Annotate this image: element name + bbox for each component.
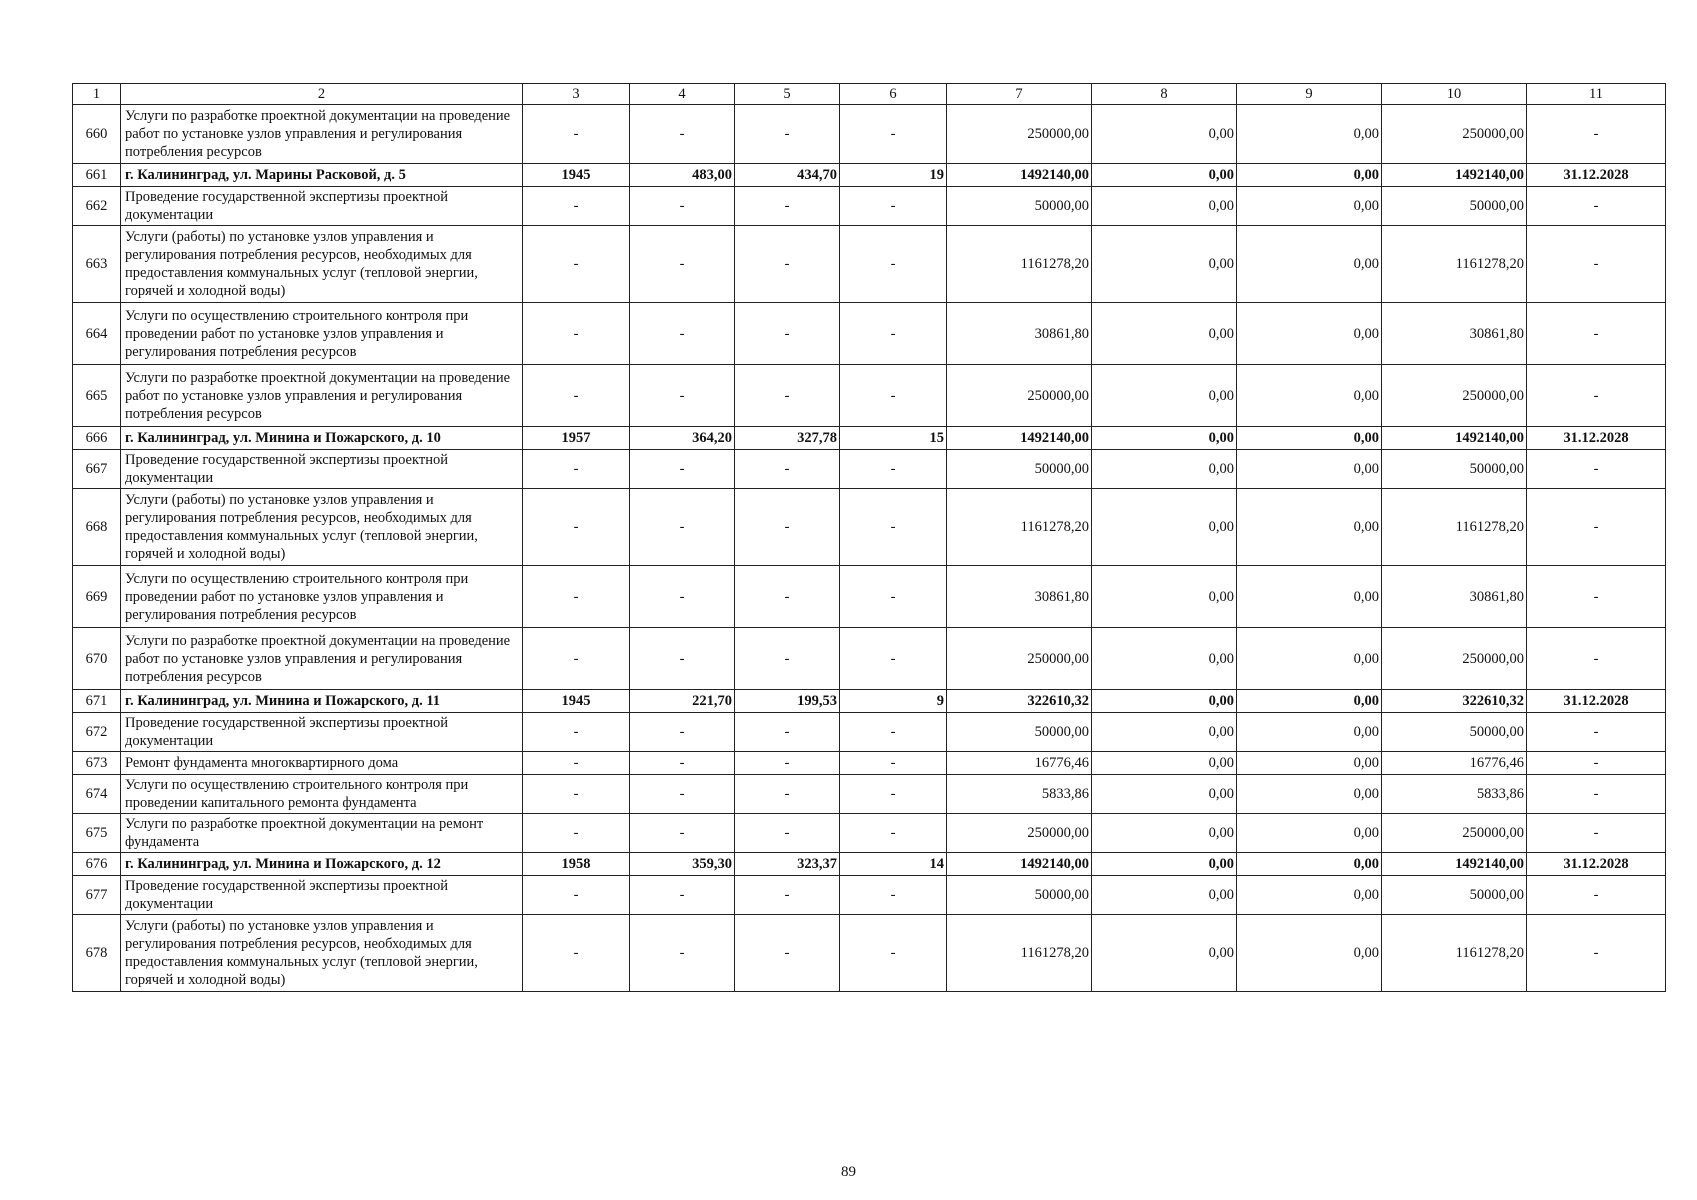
col-11-deadline: - [1527,752,1666,775]
col-9-amount: 0,00 [1237,814,1382,853]
col-3-value: 1945 [523,164,630,187]
col-10-amount: 1492140,00 [1382,164,1527,187]
col-11-deadline: - [1527,489,1666,566]
col-8-amount: 0,00 [1092,814,1237,853]
row-number: 674 [73,775,121,814]
col-9-amount: 0,00 [1237,775,1382,814]
col-4-value: - [630,226,735,303]
col-9-amount: 0,00 [1237,915,1382,992]
col-6-value: - [840,365,947,427]
col-4-value: 221,70 [630,690,735,713]
col-9-amount: 0,00 [1237,690,1382,713]
col-10-amount: 322610,32 [1382,690,1527,713]
col-7-amount: 1492140,00 [947,164,1092,187]
col-6-value: - [840,775,947,814]
col-4-value: - [630,713,735,752]
col-7-amount: 30861,80 [947,303,1092,365]
item-description: Проведение государственной экспертизы проектной документации [121,876,523,915]
col-6-value: - [840,105,947,164]
col-10-amount: 250000,00 [1382,105,1527,164]
col-11-deadline: - [1527,187,1666,226]
col-9-amount: 0,00 [1237,489,1382,566]
row-number: 678 [73,915,121,992]
col-10-amount: 30861,80 [1382,566,1527,628]
col-7-amount: 50000,00 [947,876,1092,915]
col-5-value: 199,53 [735,690,840,713]
col-5-value: 323,37 [735,853,840,876]
col-4-value: - [630,365,735,427]
col-4-value: - [630,752,735,775]
col-3-value: - [523,876,630,915]
item-description: Проведение государственной экспертизы проектной документации [121,450,523,489]
col-9-amount: 0,00 [1237,450,1382,489]
column-number-header [73,84,1666,105]
col-11-deadline: 31.12.2028 [1527,690,1666,713]
col-9-amount: 0,00 [1237,628,1382,690]
col-11-deadline: - [1527,566,1666,628]
header-cell: 6 [840,84,947,105]
col-6-value: - [840,226,947,303]
col-6-value: - [840,814,947,853]
row-number: 663 [73,226,121,303]
col-11-deadline: - [1527,876,1666,915]
col-8-amount: 0,00 [1092,164,1237,187]
col-4-value: 364,20 [630,427,735,450]
col-3-value: - [523,365,630,427]
col-8-amount: 0,00 [1092,628,1237,690]
col-8-amount: 0,00 [1092,427,1237,450]
item-description: Услуги по разработке проектной документации на проведение работ по установке узлов управления и регулирования потребления ресурсов [121,628,523,690]
col-6-value: - [840,489,947,566]
col-6-value: - [840,450,947,489]
item-description: Услуги по осуществлению строительного контроля при проведении работ по установке узлов управления и регулирования потребления ресурсов [121,566,523,628]
col-7-amount: 30861,80 [947,566,1092,628]
col-6-value: - [840,628,947,690]
col-5-value: - [735,915,840,992]
page-number: 89 [841,1164,856,1180]
item-description: Услуги (работы) по установке узлов управления и регулирования потребления ресурсов, необходимых для предоставления коммунальных услуг (тепловой энергии, горячей и холодной воды) [121,489,523,566]
col-5-value: - [735,489,840,566]
col-7-amount: 250000,00 [947,628,1092,690]
col-9-amount: 0,00 [1237,105,1382,164]
table-row [73,226,1666,303]
row-number: 672 [73,713,121,752]
header-cell: 1 [73,84,121,105]
col-8-amount: 0,00 [1092,105,1237,164]
col-9-amount: 0,00 [1237,187,1382,226]
table-row [73,450,1666,489]
col-11-deadline: - [1527,226,1666,303]
col-11-deadline: - [1527,450,1666,489]
col-3-value: - [523,775,630,814]
col-9-amount: 0,00 [1237,164,1382,187]
col-9-amount: 0,00 [1237,876,1382,915]
table-row [73,303,1666,365]
col-7-amount: 322610,32 [947,690,1092,713]
header-cell: 11 [1527,84,1666,105]
col-3-value: - [523,226,630,303]
col-9-amount: 0,00 [1237,226,1382,303]
item-description: Проведение государственной экспертизы проектной документации [121,713,523,752]
col-10-amount: 1492140,00 [1382,853,1527,876]
table-row [73,814,1666,853]
col-7-amount: 250000,00 [947,105,1092,164]
col-8-amount: 0,00 [1092,450,1237,489]
col-6-value: - [840,566,947,628]
col-7-amount: 5833,86 [947,775,1092,814]
col-8-amount: 0,00 [1092,187,1237,226]
col-6-value: 9 [840,690,947,713]
table-row [73,164,1666,187]
col-8-amount: 0,00 [1092,876,1237,915]
col-6-value: 15 [840,427,947,450]
budget-table [72,83,1666,992]
header-cell: 10 [1382,84,1527,105]
col-3-value: - [523,187,630,226]
item-description: Услуги по разработке проектной документации на проведение работ по установке узлов управления и регулирования потребления ресурсов [121,105,523,164]
col-9-amount: 0,00 [1237,303,1382,365]
col-4-value: - [630,628,735,690]
col-6-value: 14 [840,853,947,876]
table-row [73,915,1666,992]
col-7-amount: 1492140,00 [947,427,1092,450]
header-cell: 2 [121,84,523,105]
col-6-value: - [840,752,947,775]
table-row [73,566,1666,628]
col-11-deadline: 31.12.2028 [1527,164,1666,187]
col-7-amount: 16776,46 [947,752,1092,775]
col-9-amount: 0,00 [1237,853,1382,876]
col-6-value: - [840,303,947,365]
col-11-deadline: 31.12.2028 [1527,853,1666,876]
col-7-amount: 1161278,20 [947,489,1092,566]
col-11-deadline: - [1527,365,1666,427]
col-5-value: 327,78 [735,427,840,450]
col-10-amount: 50000,00 [1382,450,1527,489]
col-10-amount: 1161278,20 [1382,489,1527,566]
row-number: 670 [73,628,121,690]
row-number: 664 [73,303,121,365]
row-number: 676 [73,853,121,876]
col-9-amount: 0,00 [1237,365,1382,427]
col-4-value: - [630,814,735,853]
col-6-value: - [840,876,947,915]
col-8-amount: 0,00 [1092,690,1237,713]
col-4-value: - [630,566,735,628]
col-8-amount: 0,00 [1092,303,1237,365]
col-7-amount: 1161278,20 [947,226,1092,303]
col-11-deadline: - [1527,915,1666,992]
col-4-value: 359,30 [630,853,735,876]
col-3-value: - [523,814,630,853]
col-5-value: - [735,876,840,915]
col-5-value: - [735,365,840,427]
col-10-amount: 250000,00 [1382,628,1527,690]
col-10-amount: 50000,00 [1382,187,1527,226]
col-11-deadline: - [1527,628,1666,690]
col-8-amount: 0,00 [1092,566,1237,628]
col-3-value: - [523,450,630,489]
header-cell: 5 [735,84,840,105]
col-4-value: - [630,303,735,365]
item-description: Ремонт фундамента многоквартирного дома [121,752,523,775]
item-description: г. Калининград, ул. Марины Расковой, д. 5 [121,164,523,187]
col-5-value: - [735,775,840,814]
col-8-amount: 0,00 [1092,713,1237,752]
col-3-value: 1958 [523,853,630,876]
header-cell: 9 [1237,84,1382,105]
col-3-value: - [523,628,630,690]
col-5-value: - [735,226,840,303]
row-number: 667 [73,450,121,489]
col-10-amount: 30861,80 [1382,303,1527,365]
item-description: г. Калининград, ул. Минина и Пожарского, д. 11 [121,690,523,713]
row-number: 662 [73,187,121,226]
col-7-amount: 50000,00 [947,187,1092,226]
col-7-amount: 250000,00 [947,814,1092,853]
col-5-value: - [735,628,840,690]
row-number: 673 [73,752,121,775]
item-description: Проведение государственной экспертизы проектной документации [121,187,523,226]
col-3-value: 1945 [523,690,630,713]
col-3-value: - [523,489,630,566]
col-7-amount: 1492140,00 [947,853,1092,876]
col-7-amount: 50000,00 [947,450,1092,489]
col-7-amount: 1161278,20 [947,915,1092,992]
row-number: 660 [73,105,121,164]
col-6-value: 19 [840,164,947,187]
header-cell: 3 [523,84,630,105]
col-5-value: - [735,713,840,752]
col-10-amount: 5833,86 [1382,775,1527,814]
table-row [73,713,1666,752]
row-number: 665 [73,365,121,427]
col-8-amount: 0,00 [1092,365,1237,427]
item-description: Услуги по разработке проектной документации на ремонт фундамента [121,814,523,853]
row-number: 661 [73,164,121,187]
table-row [73,489,1666,566]
row-number: 668 [73,489,121,566]
col-11-deadline: - [1527,775,1666,814]
header-cell: 8 [1092,84,1237,105]
col-6-value: - [840,187,947,226]
col-8-amount: 0,00 [1092,752,1237,775]
col-11-deadline: - [1527,303,1666,365]
header-cell: 4 [630,84,735,105]
table-row [73,775,1666,814]
item-description: Услуги по разработке проектной документации на проведение работ по установке узлов управления и регулирования потребления ресурсов [121,365,523,427]
col-5-value: - [735,187,840,226]
col-10-amount: 250000,00 [1382,814,1527,853]
col-5-value: - [735,566,840,628]
col-9-amount: 0,00 [1237,752,1382,775]
item-description: Услуги по осуществлению строительного контроля при проведении капитального ремонта фундамента [121,775,523,814]
col-3-value: 1957 [523,427,630,450]
col-8-amount: 0,00 [1092,226,1237,303]
col-10-amount: 1161278,20 [1382,915,1527,992]
row-number: 671 [73,690,121,713]
col-5-value: - [735,450,840,489]
item-description: г. Калининград, ул. Минина и Пожарского, д. 10 [121,427,523,450]
header-cell: 7 [947,84,1092,105]
row-number: 675 [73,814,121,853]
col-3-value: - [523,566,630,628]
col-11-deadline: - [1527,105,1666,164]
table-row [73,853,1666,876]
col-4-value: - [630,915,735,992]
col-5-value: - [735,814,840,853]
col-8-amount: 0,00 [1092,853,1237,876]
col-6-value: - [840,915,947,992]
col-9-amount: 0,00 [1237,566,1382,628]
col-4-value: - [630,105,735,164]
col-3-value: - [523,713,630,752]
col-4-value: 483,00 [630,164,735,187]
row-number: 669 [73,566,121,628]
table-row [73,365,1666,427]
item-description: Услуги по осуществлению строительного контроля при проведении работ по установке узлов управления и регулирования потребления ресурсов [121,303,523,365]
col-8-amount: 0,00 [1092,915,1237,992]
table-row [73,187,1666,226]
table-row [73,427,1666,450]
table-row [73,105,1666,164]
col-7-amount: 250000,00 [947,365,1092,427]
col-11-deadline: 31.12.2028 [1527,427,1666,450]
col-4-value: - [630,775,735,814]
col-6-value: - [840,713,947,752]
table-row [73,628,1666,690]
item-description: Услуги (работы) по установке узлов управления и регулирования потребления ресурсов, необходимых для предоставления коммунальных услуг (тепловой энергии, горячей и холодной воды) [121,915,523,992]
col-8-amount: 0,00 [1092,775,1237,814]
row-number: 677 [73,876,121,915]
item-description: г. Калининград, ул. Минина и Пожарского, д. 12 [121,853,523,876]
table-row [73,752,1666,775]
col-3-value: - [523,303,630,365]
col-4-value: - [630,187,735,226]
table-row [73,876,1666,915]
col-11-deadline: - [1527,814,1666,853]
col-7-amount: 50000,00 [947,713,1092,752]
item-description: Услуги (работы) по установке узлов управления и регулирования потребления ресурсов, необходимых для предоставления коммунальных услуг (тепловой энергии, горячей и холодной воды) [121,226,523,303]
col-9-amount: 0,00 [1237,427,1382,450]
col-4-value: - [630,489,735,566]
table-row [73,690,1666,713]
col-5-value: - [735,105,840,164]
col-3-value: - [523,752,630,775]
col-4-value: - [630,450,735,489]
col-8-amount: 0,00 [1092,489,1237,566]
col-10-amount: 50000,00 [1382,713,1527,752]
col-10-amount: 50000,00 [1382,876,1527,915]
row-number: 666 [73,427,121,450]
col-3-value: - [523,915,630,992]
col-10-amount: 250000,00 [1382,365,1527,427]
col-10-amount: 1492140,00 [1382,427,1527,450]
col-5-value: - [735,752,840,775]
col-5-value: 434,70 [735,164,840,187]
col-10-amount: 1161278,20 [1382,226,1527,303]
col-4-value: - [630,876,735,915]
col-11-deadline: - [1527,713,1666,752]
col-5-value: - [735,303,840,365]
col-3-value: - [523,105,630,164]
col-9-amount: 0,00 [1237,713,1382,752]
col-10-amount: 16776,46 [1382,752,1527,775]
